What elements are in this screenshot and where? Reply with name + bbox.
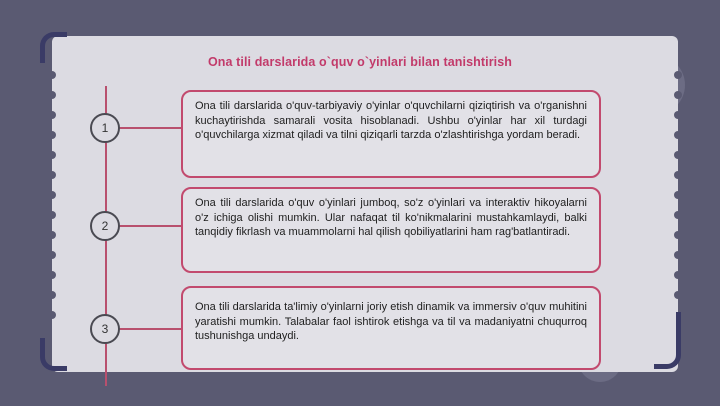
frame-corner-top-left — [40, 32, 67, 63]
frame-corner-bottom-left — [40, 338, 67, 371]
info-box-2: Ona tili darslarida o'quv o'yinlari jumboq, so'z o'yinlari va interaktiv hikoyalarni o'z ichiga olishi mumkin. Ular nafaqat til ko'nikmalarini mustahkamlaydi, balki tanqidiy fikrlash va muammolarni hal qilish qobiliyatlarini ham rag'batlantiradi. — [181, 187, 601, 273]
slide-title: Ona tili darslarida o`quv o`yinlari bilan tanishtirish — [207, 55, 513, 69]
connector-line-1 — [118, 127, 181, 129]
step-marker-2: 2 — [90, 211, 120, 241]
connector-line-3 — [118, 328, 181, 330]
frame-corner-bottom-right — [654, 312, 681, 369]
info-box-3: Ona tili darslarida ta'limiy o'yinlarni joriy etish dinamik va immersiv o'quv muhitini yaratishi mumkin. Talabalar faol ishtirok etishga va til va madaniyatni chuqurroq tushunishga undaydi. — [181, 286, 601, 370]
step-marker-3: 3 — [90, 314, 120, 344]
info-box-1: Ona tili darslarida o'quv-tarbiyaviy o'yinlar o'quvchilarni qiziqtirish va o'rganishni kuchaytirishda samarali vosita hisoblanadi. Ushbu o'yinlar har xil turdagi o'quvchilarga xizmat qiladi va tilni qiziqarli tarzda o'zlashtirishga yordam beradi. — [181, 90, 601, 178]
connector-line-2 — [118, 225, 181, 227]
step-marker-1: 1 — [90, 113, 120, 143]
